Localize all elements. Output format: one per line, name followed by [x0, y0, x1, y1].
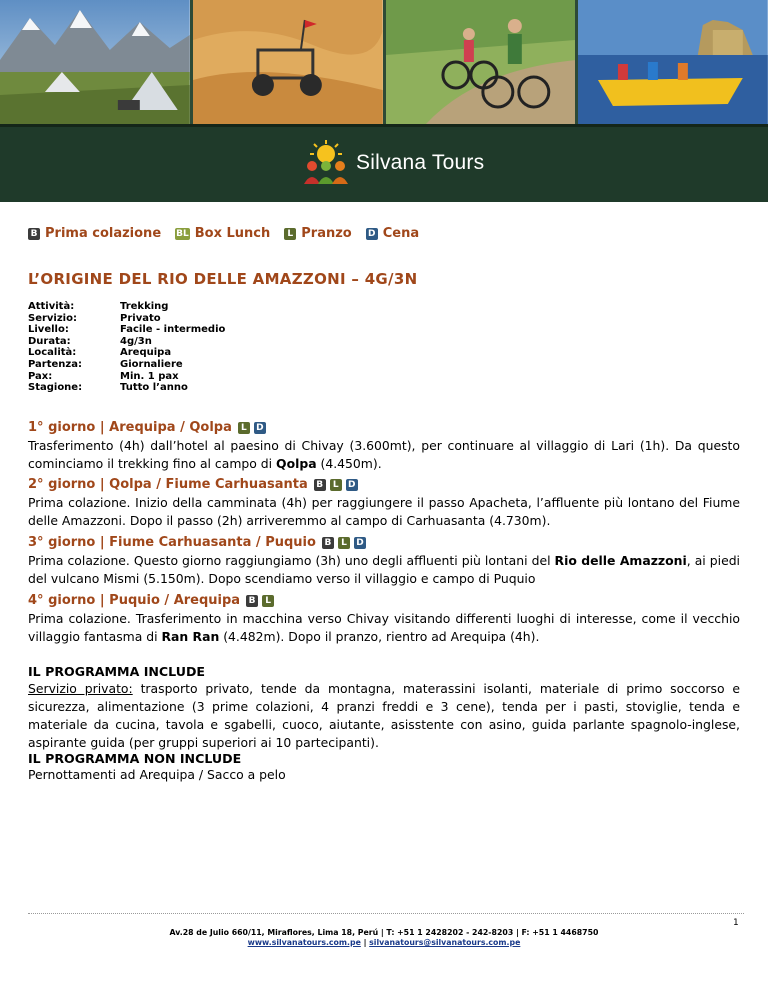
photo-strip — [0, 0, 768, 124]
dinner-icon: D — [346, 479, 358, 491]
includes-lead: Servizio privato: — [28, 681, 133, 696]
legend-label: Cena — [382, 226, 420, 241]
dinner-icon: D — [354, 537, 366, 549]
website-link[interactable]: www.silvanatours.com.pe — [247, 938, 361, 947]
info-label: Stagione: — [28, 382, 83, 394]
dinner-icon: D — [366, 228, 378, 240]
info-label: Località: — [28, 347, 77, 359]
footer-links — [0, 938, 768, 947]
day-description — [28, 610, 740, 646]
legend-box-lunch — [175, 226, 270, 241]
photo-cyclists — [383, 0, 576, 124]
info-label: Partenza: — [28, 358, 82, 370]
info-value: Giornaliere — [120, 358, 183, 370]
box-lunch-icon: BL — [176, 228, 189, 239]
day-title — [28, 476, 740, 494]
legend-breakfast — [28, 226, 161, 241]
info-value: Trekking — [120, 301, 169, 312]
includes-body: trasporto privato, tende da montagna, materassini isolanti, materiale di primo soccorso e sicurezza, alimentazione (3 prime colazioni, 4 pranzi freddi e 3 cene), tenda per i pasti, stoviglie, tenda e materiale da cucina, tavola e sgabelli, cuoco, aiutante, asisstente con asino, guida parlante spagnolo-inglese, aspirante guida (per gruppi superiori ai 10 partecipanti). — [28, 681, 741, 750]
info-value: Arequipa — [120, 347, 172, 359]
info-row — [28, 359, 225, 371]
photo-dune-buggy — [190, 0, 383, 124]
day-text: Prima colazione. Trasferimento in macchina verso Chivay visitando differenti luoghi di interesse, come il vecchio villaggio fantasma di — [28, 611, 740, 644]
footer-address: Av.28 de Julio 660/11, Miraflores, Lima 18, Perú | T: +51 1 2428202 - 242-8203 | F: +51 1 4468750 — [169, 928, 599, 937]
legend-label: Pranzo — [301, 226, 352, 241]
footer-separator: | — [360, 938, 370, 947]
info-row — [28, 382, 225, 394]
not-includes-heading: IL PROGRAMMA NON INCLUDE — [28, 751, 242, 766]
day-text: (4.450m). — [316, 456, 382, 471]
lunch-icon: L — [262, 595, 274, 607]
info-label: Servizio: — [28, 312, 77, 324]
day-heading: 3° giorno | Fiume Carhuasanta / Puquio — [28, 535, 316, 550]
info-label: Pax: — [28, 370, 53, 382]
dinner-icon: D — [254, 422, 266, 434]
email-link[interactable]: silvanatours@silvanatours.com.pe — [369, 938, 521, 947]
meal-icons — [310, 479, 358, 491]
day-title — [28, 419, 740, 437]
legend-label: Prima colazione — [45, 226, 162, 241]
info-label: Livello: — [28, 324, 69, 336]
photo-mountain-camp — [0, 0, 190, 124]
info-row — [28, 336, 225, 348]
meal-icons — [234, 422, 266, 434]
breakfast-icon: B — [322, 537, 334, 549]
breakfast-icon: B — [246, 595, 258, 607]
info-row — [28, 347, 225, 359]
legend-label: Box Lunch — [194, 226, 271, 241]
info-label: Attività: — [28, 301, 75, 312]
page-number: 1 — [733, 918, 739, 928]
lunch-icon: L — [284, 228, 296, 240]
not-includes-text: Pernottamenti ad Arequipa / Sacco a pelo — [28, 767, 286, 782]
tour-title: L’ORIGINE DEL RIO DELLE AMAZZONI – 4G/3N — [28, 270, 418, 288]
meal-icons — [318, 537, 366, 549]
day-text: (4.482m). Dopo il pranzo, rientro ad Arequipa (4h). — [219, 629, 540, 644]
day-description — [28, 552, 740, 588]
day-place-bold: Rio delle Amazzoni — [554, 553, 687, 568]
day-heading: 2° giorno | Qolpa / Fiume Carhuasanta — [28, 477, 308, 492]
day-place-bold: Ran Ran — [161, 629, 220, 644]
day-2 — [28, 476, 740, 530]
tour-info-table — [28, 301, 225, 394]
day-description — [28, 437, 740, 473]
brand-name: Silvana Tours — [356, 151, 485, 174]
day-text: Prima colazione. Questo giorno raggiungiamo (3h) uno degli affluenti più lontani del — [28, 553, 555, 568]
day-3 — [28, 534, 740, 588]
breakfast-icon: B — [314, 479, 326, 491]
day-place-bold: Qolpa — [276, 456, 317, 471]
lunch-icon: L — [238, 422, 250, 434]
day-heading: 4° giorno | Puquio / Arequipa — [28, 593, 241, 608]
day-title — [28, 534, 740, 552]
info-value: Privato — [120, 312, 161, 324]
info-value: 4g/3n — [120, 335, 152, 347]
sun-people-logo-icon — [300, 138, 352, 188]
meal-icons — [242, 595, 274, 607]
info-row — [28, 371, 225, 383]
info-value: Tutto l’anno — [120, 382, 188, 394]
day-4 — [28, 592, 740, 646]
day-text: , ai piedi del vulcano Mismi (5.150m). Dopo scendiamo verso il villaggio e campo di Puquio — [28, 553, 741, 586]
footer-divider — [28, 913, 744, 914]
info-label: Durata: — [28, 335, 71, 347]
legend-dinner — [366, 226, 419, 241]
photo-lake-boat — [575, 0, 768, 124]
breakfast-icon: B — [28, 228, 40, 240]
lunch-icon: L — [338, 537, 350, 549]
info-value: Facile - intermedio — [120, 324, 226, 336]
day-text: Prima colazione. Inizio della camminata (4h) per raggiungere il passo Apacheta, l’affluente più lontano del Fiume delle Amazzoni. Dopo il passo (2h) arriveremmo al campo di Carhuasanta (4.730m). — [28, 495, 740, 528]
info-row — [28, 324, 225, 336]
header-banner — [0, 0, 768, 199]
info-value: Min. 1 pax — [120, 370, 179, 382]
brand-logo[interactable] — [300, 138, 490, 188]
day-1 — [28, 419, 740, 473]
day-description — [28, 494, 740, 530]
info-row — [28, 313, 225, 325]
day-text: Trasferimento (4h) dall’hotel al paesino di Chivay (3.600mt), per continuare al villaggio di Lari (1h). Da questo cominciamo il trekking fino al campo di — [28, 438, 740, 471]
lunch-icon: L — [330, 479, 342, 491]
day-title — [28, 592, 740, 610]
day-heading: 1° giorno | Arequipa / Qolpa — [28, 420, 232, 435]
includes-heading: IL PROGRAMMA INCLUDE — [28, 664, 206, 679]
legend-lunch — [284, 226, 351, 241]
info-row — [28, 301, 225, 313]
meal-legend — [28, 226, 433, 241]
includes-text — [28, 680, 740, 752]
